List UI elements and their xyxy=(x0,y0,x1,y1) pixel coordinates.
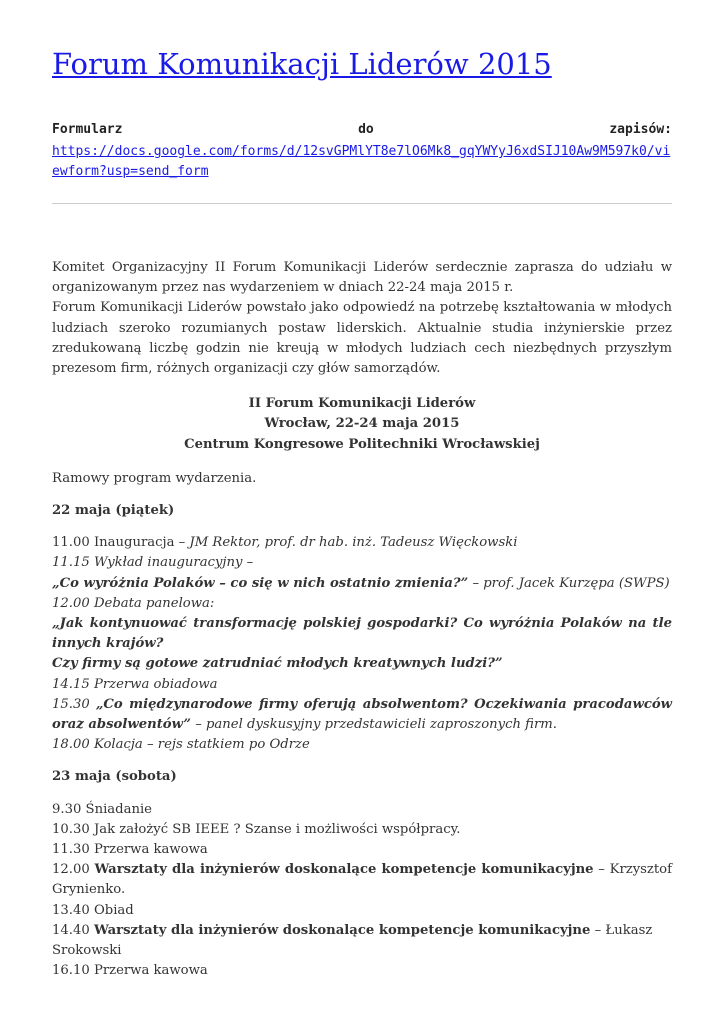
list-item: 11.00 Inauguracja – JM Rektor, prof. dr hab. inż. Tadeusz Więckowski xyxy=(52,535,518,551)
list-item: 11.30 Przerwa kawowa xyxy=(52,842,208,858)
event-venue: Centrum Kongresowe Politechniki Wrocławskiej xyxy=(184,436,540,452)
list-item: 11.15 Wykład inauguracyjny – xyxy=(52,555,254,571)
list-item: 9.30 Śniadanie xyxy=(52,801,152,817)
event-name: II Forum Komunikacji Liderów xyxy=(248,396,476,412)
form-label-word-3: zapisów: xyxy=(609,122,672,137)
list-item: 12.00 Warsztaty dla inżynierów doskonalące kompetencje komunikacyjne – Krzysztof Grynienko. xyxy=(52,862,672,898)
program-intro: Ramowy program wydarzenia. xyxy=(52,470,257,486)
list-item: 15.30 „Co międzynarodowe firmy oferują absolwentom? Oczekiwania pracodawców oraz absolwentów” – panel dyskusyjny przedstawicieli zaproszonych firm. xyxy=(52,696,673,733)
registration-form-link[interactable]: https://docs.google.com/forms/d/12svGPMlYT8e7lO6Mk8_gqYWYyJ6xdSIJ10Aw9M597k0/viewform?usp=send_form xyxy=(52,144,671,179)
intro-paragraph-1: Komitet Organizacyjny II Forum Komunikacji Liderów serdecznie zaprasza do udziału w organizowanym przez nas wydarzeniem w dniach 22-24 maja 2015 r. xyxy=(52,260,672,296)
list-item: 16.10 Przerwa kawowa xyxy=(52,963,208,979)
list-item: 12.00 Debata panelowa: xyxy=(52,595,215,611)
list-item: 13.40 Obiad xyxy=(52,902,134,918)
intro-paragraph-2: Forum Komunikacji Liderów powstało jako odpowiedź na potrzebę kształtowania w młodych ludziach szeroko rozumianych postaw liderskich. Aktualnie studia inżynierskie przez zredukowaną liczbę godzin nie kreują w młodych ludziach cech niezbędnych przyszłym prezesom firm, różnych organizacji czy głów samorządów. xyxy=(52,300,672,377)
day2-heading: 23 maja (sobota) xyxy=(52,769,177,785)
list-item: 10.30 Jak założyć SB IEEE ? Szanse i możliwości współpracy. xyxy=(52,821,461,837)
list-item: „Co wyróżnia Polaków – co się w nich ostatnio zmienia?” – prof. Jacek Kurzępa (SWPS) xyxy=(52,575,670,591)
day1-heading: 22 maja (piątek) xyxy=(52,503,175,519)
list-item: 14.40 Warsztaty dla inżynierów doskonalące kompetencje komunikacyjne – Łukasz Srokowski xyxy=(52,922,653,959)
divider xyxy=(52,203,672,204)
event-info xyxy=(52,394,672,455)
day2-schedule xyxy=(52,800,672,982)
list-item: 14.15 Przerwa obiadowa xyxy=(52,676,218,692)
list-item: Czy firmy są gotowe zatrudniać młodych kreatywnych ludzi?” xyxy=(52,656,503,672)
list-item: „Jak kontynuować transformację polskiej gospodarki? Co wyróżnia Polaków na tle innych krajów? xyxy=(52,616,672,652)
day1-schedule xyxy=(52,533,672,755)
form-label-word-1: Formularz xyxy=(52,122,123,137)
list-item: 18.00 Kolacja – rejs statkiem po Odrze xyxy=(52,737,310,753)
page-title[interactable]: Forum Komunikacji Liderów 2015 xyxy=(52,47,552,81)
form-label xyxy=(52,122,672,137)
article-body xyxy=(52,258,672,982)
event-date: Wrocław, 22-24 maja 2015 xyxy=(264,416,460,432)
form-label-word-2: do xyxy=(358,122,374,137)
